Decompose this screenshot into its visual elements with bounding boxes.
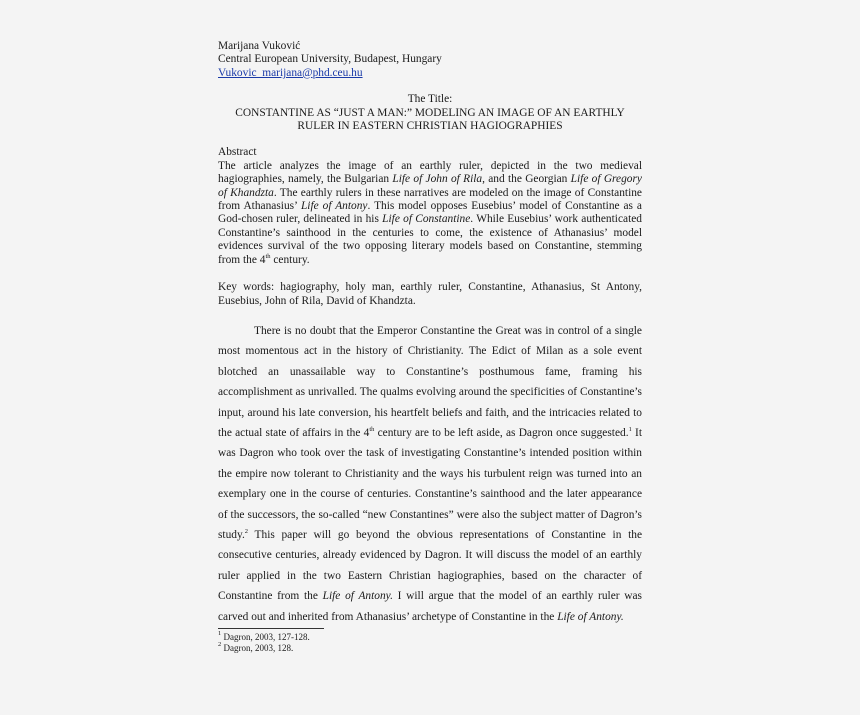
footnote-number: 2 — [218, 640, 222, 648]
footnote-text: Dagron, 2003, 127-128. — [221, 632, 310, 642]
abstract-title-ref: Life of Constantine — [382, 213, 471, 226]
body-text: It was Dagron who took over the task of investigating Constantine’s intended position within the empire now tolerant to Christianity and the ways his turbulent reign was turned into an exemplary one in the course of centuries. Constantine’s sainthood and the later appearance of the successors, the so-called “new Constantines” were also the subject matter of Dagron’s study. — [218, 426, 642, 541]
author-affiliation: Central European University, Budapest, Hungary — [218, 53, 442, 66]
abstract-text: The article analyzes the image of an earthly ruler, depicted in the two medieval hagiographies, namely, the Bulgarian — [218, 159, 642, 186]
title-line-1: CONSTANTINE AS “JUST A MAN:” MODELING AN IMAGE OF AN EARTHLY — [235, 106, 625, 119]
abstract-heading: Abstract — [218, 146, 257, 159]
document-page — [218, 40, 642, 654]
body-text: This paper will go beyond the obvious representations of Constantine in the consecutive centuries, already evidenced by Dagron. It will discuss the model of an earthly ruler applied in the two Eastern Christian hagiographies, based on the character of Constantine from the — [218, 528, 642, 603]
footnote-divider — [218, 628, 324, 629]
body-title-ref: Life of Antony. — [557, 610, 624, 623]
body-text: There is no doubt that the Emperor Constantine the Great was in control of a single most momentous act in the history of Christianity. The Edict of Milan as a sole event blotched an unassailable way to Constantine’s posthumous fame, framing his accomplishment as unrivalled. The qualms evolving around the specificities of Constantine’s input, around his late conversion, his heartfelt beliefs and faith, and the intricacies related to the actual state of affairs in the 4 — [218, 324, 642, 439]
footnote-ref-1[interactable]: 1 — [628, 425, 632, 433]
main-text — [218, 321, 642, 627]
body-text: century are to be left aside, as Dagron once suggested. — [374, 426, 629, 439]
author-block — [218, 40, 642, 80]
abstract-text: , and the Georgian — [482, 173, 571, 186]
body-paragraph — [218, 321, 642, 627]
abstract-text: . The earthly rulers in these narratives are modeled on the image of Constantine from Athanasius’ — [218, 186, 642, 213]
footnote-ref-2[interactable]: 2 — [244, 527, 249, 535]
ordinal-superscript: th — [265, 252, 271, 260]
keywords: Key words: hagiography, holy man, earthly ruler, Constantine, Athanasius, St Antony, Eusebius, John of Rila, David of Khandzta. — [218, 281, 642, 307]
title-line-2: RULER IN EASTERN CHRISTIAN HAGIOGRAPHIES — [297, 120, 563, 133]
footnote-text: Dagron, 2003, 128. — [221, 642, 294, 653]
abstract-body — [218, 160, 642, 267]
abstract-text: . This model opposes Eusebius’ model of Constantine as a God-chosen ruler, delineated in his — [218, 200, 642, 226]
author-email-link[interactable]: Vukovic_marijana@phd.ceu.hu — [218, 66, 363, 79]
abstract-title-ref: Life of Gregory of Khandzta — [218, 173, 642, 199]
title-block — [218, 93, 642, 133]
ordinal-superscript: th — [369, 425, 375, 433]
body-title-ref: Life of Antony. — [322, 590, 393, 603]
title-label: The Title: — [407, 93, 453, 106]
body-text: I will argue that the model of an earthly ruler was carved out and inherited from Athanasius’ archetype of Constantine in the — [218, 590, 642, 623]
abstract-title-ref: Life of Antony — [300, 200, 368, 213]
footnote-2 — [218, 640, 642, 654]
footnote-1 — [218, 632, 642, 643]
abstract — [218, 146, 642, 267]
abstract-text: . While Eusebius’ work authenticated Constantine’s sainthood in the centuries to come, the existence of Athanasius’ model evidences survival of the two opposing literary models based on Constantine, stemming from the 4 — [218, 213, 642, 266]
footnote-number: 1 — [218, 630, 222, 637]
footnotes — [218, 632, 642, 654]
author-name: Marijana Vuković — [218, 40, 301, 52]
abstract-text: century. — [270, 253, 310, 266]
abstract-title-ref: Life of John of Rila — [392, 173, 483, 186]
